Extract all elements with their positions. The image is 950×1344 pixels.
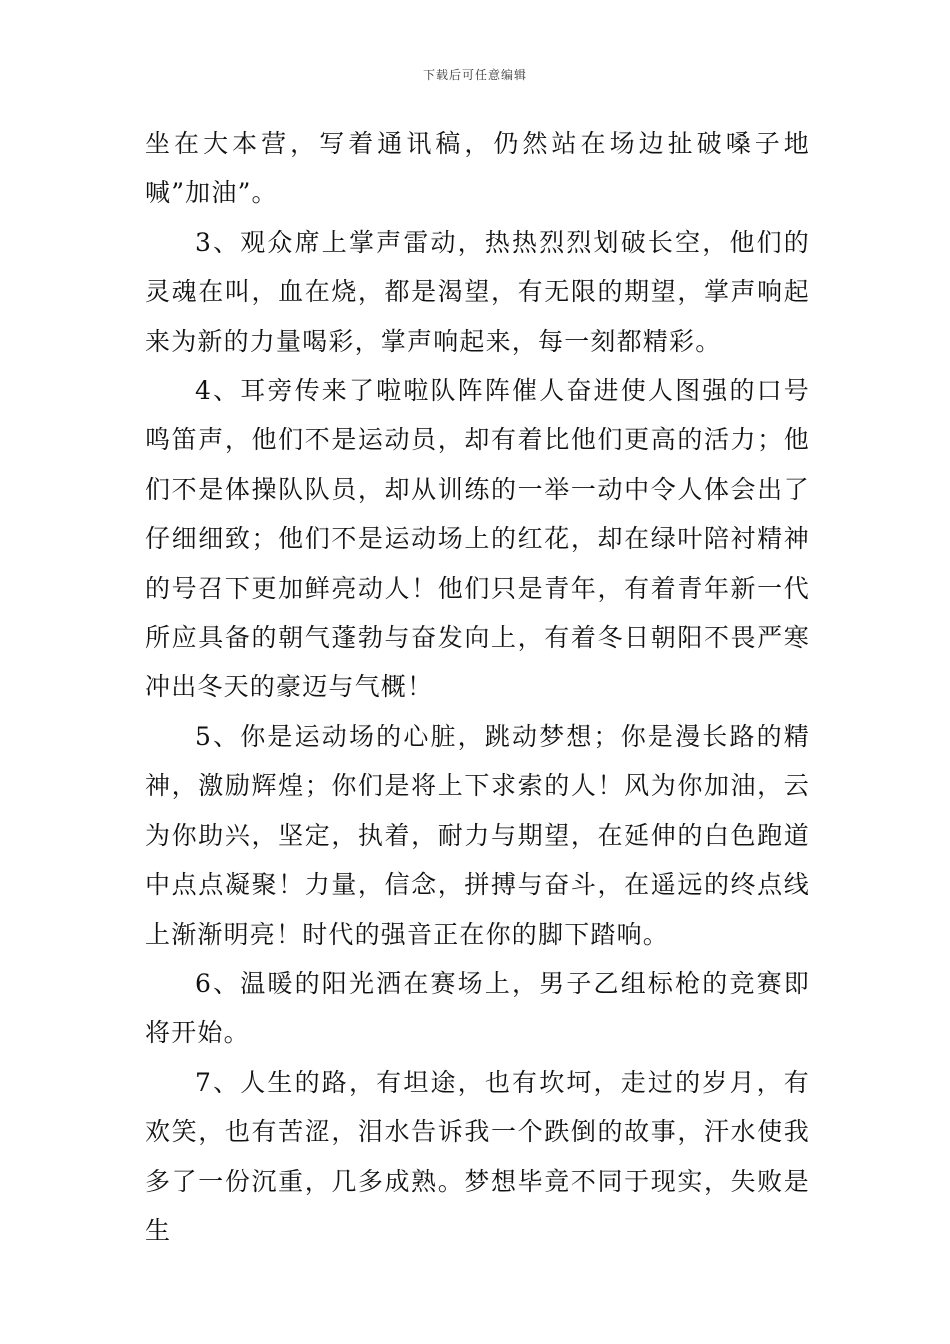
paragraph-4: 4、耳旁传来了啦啦队阵阵催人奋进使人图强的口号鸣笛声，他们不是运动员，却有着比他们更高的活力；他们不是体操队队员，却从训练的一举一动中令人体会出了仔细细致；他们不是运动场上的红花，却在绿叶陪衬精神的号召下更加鲜亮动人！他们只是青年，有着青年新一代所应具备的朝气蓬勃与奋发向上，有着冬日朝阳不畏严寒冲出冬天的豪迈与气概！	[145, 376, 810, 702]
document-body	[145, 119, 810, 1255]
paragraph-5: 5、你是运动场的心脏，跳动梦想；你是漫长路的精神，激励辉煌；你们是将上下求索的人！风为你加油，云为你助兴，坚定，执着，耐力与期望，在延伸的白色跑道中点点凝聚！力量，信念，拼搏与奋斗，在遥远的终点线上渐渐明亮！时代的强音正在你的脚下踏响。	[145, 721, 810, 949]
page-header: 下载后可任意编辑	[422, 68, 527, 82]
paragraph-7: 7、人生的路，有坦途，也有坎坷，走过的岁月，有欢笑，也有苦涩，泪水告诉我一个跌倒的故事，汗水使我多了一份沉重，几多成熟。梦想毕竟不同于现实，失败是生	[145, 1067, 810, 1245]
paragraph-6: 6、温暖的阳光洒在赛场上，男子乙组标枪的竞赛即将开始。	[145, 968, 810, 1048]
paragraph-continuation: 坐在大本营，写着通讯稿，仍然站在场边扯破嗓子地喊”加油”。	[145, 129, 810, 208]
paragraph-3: 3、观众席上掌声雷动，热热烈烈划破长空，他们的灵魂在叫，血在烧，都是渴望，有无限的期望，掌声响起来为新的力量喝彩，掌声响起来，每一刻都精彩。	[145, 227, 810, 356]
